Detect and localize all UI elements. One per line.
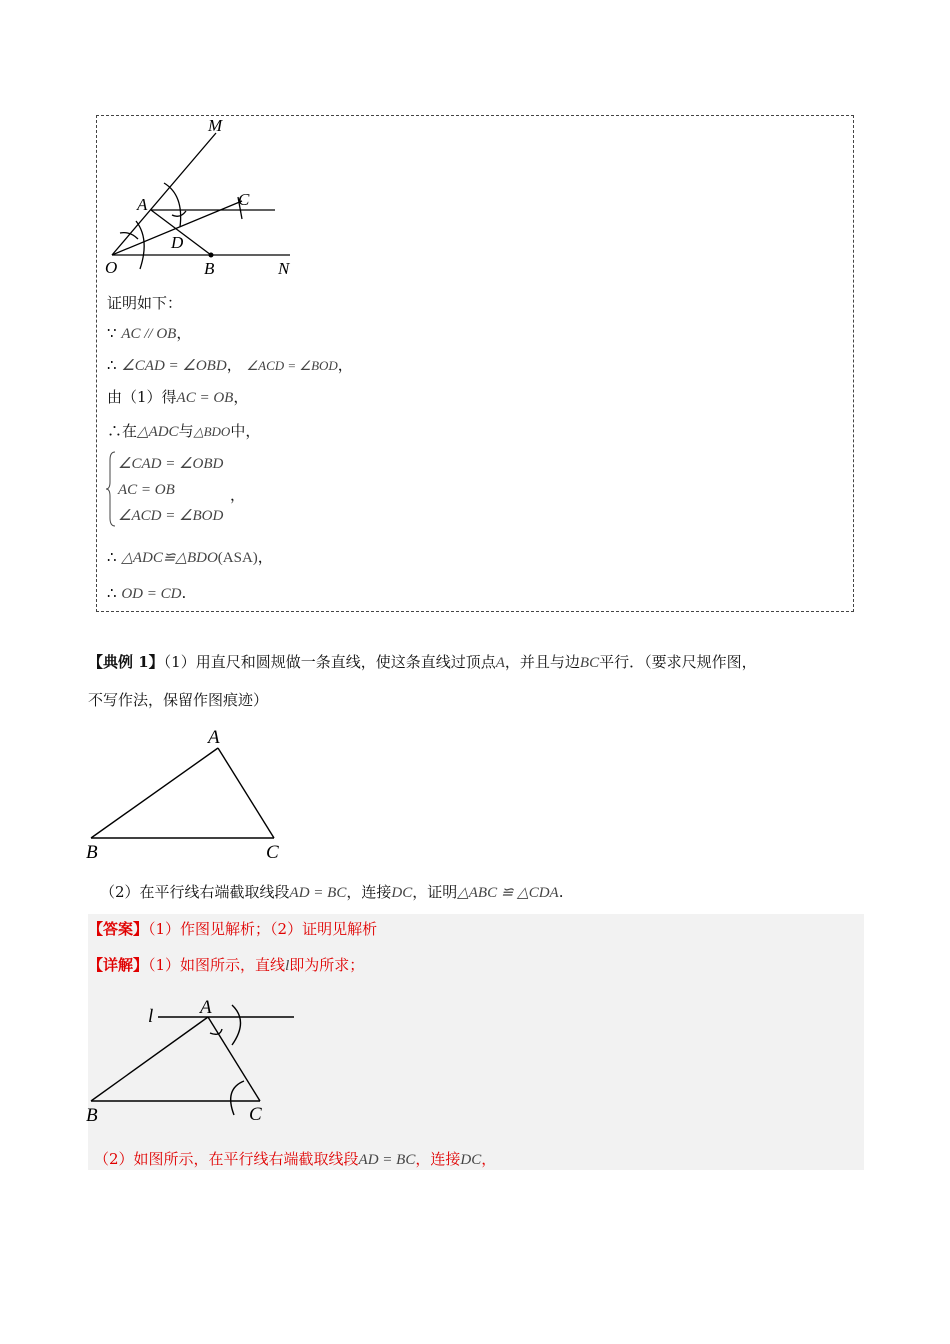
arc-A: [232, 1005, 241, 1045]
proof-line-3: 由（1）得AC = OB，: [107, 388, 249, 406]
system-line-2: AC = OB: [118, 482, 175, 498]
label-A: A: [137, 195, 148, 214]
proof-line-2: ∴ ∠CAD = ∠OBD， ∠ACD = ∠BOD，: [107, 356, 353, 374]
construction-figure: [100, 115, 320, 285]
example-para-2: （2）在平行线右端截取线段AD = BC，连接DC，证明△ABC ≌ △CDA.: [100, 883, 564, 901]
detail-line-1: 【详解】（1）如图所示，直线l即为所求；: [88, 956, 365, 974]
label-M: M: [208, 116, 223, 135]
proof-line-4: ∴在△ADC与△BDO中，: [107, 422, 261, 440]
arc-A: [164, 183, 181, 227]
label-O: O: [105, 258, 118, 277]
solution-figure: [84, 993, 314, 1128]
system-line-1: ∠CAD = ∠OBD: [118, 456, 224, 472]
point-B: [209, 253, 214, 258]
triangle-figure: [84, 725, 304, 865]
sol-label-B: B: [86, 1105, 98, 1126]
proof-line-1: ∵ AC // OB，: [107, 324, 192, 342]
tri-label-A: A: [208, 727, 220, 748]
system-line-3: ∠ACD = ∠BOD: [118, 508, 224, 524]
ray-OM: [112, 133, 216, 255]
example-para-1-line-2: 不写作法，保留作图痕迹）: [88, 691, 269, 709]
system-end: ，: [230, 486, 246, 504]
detail-line-2: （2）如图所示，在平行线右端截取线段AD = BC，连接DC，: [94, 1150, 497, 1168]
label-C: C: [238, 190, 250, 209]
label-l: l: [148, 1006, 154, 1027]
side-AB: [91, 1017, 208, 1101]
side-AB: [91, 748, 218, 838]
proof-line-5: ∴ △ADC≌△BDO(ASA)，: [107, 548, 273, 566]
label-B: B: [204, 259, 215, 278]
label-D: D: [171, 233, 184, 252]
answer-line: 【答案】（1）作图见解析；（2）证明见解析: [88, 920, 378, 938]
system-brace: [104, 450, 118, 528]
sol-label-A: A: [200, 997, 212, 1018]
arc-mark-2: [172, 211, 186, 216]
example-para-1: 【典例 1】（1）用直尺和圆规做一条直线，使这条直线过顶点A，并且与边BC平行．（要求尺规作图，: [88, 653, 757, 671]
tri-label-C: C: [266, 842, 279, 863]
proof-line-6: ∴ OD = CD.: [107, 584, 187, 602]
tri-label-B: B: [86, 842, 98, 863]
side-AC: [218, 748, 274, 838]
proof-heading: 证明如下：: [107, 294, 183, 312]
arc-C: [231, 1081, 244, 1115]
label-N: N: [278, 259, 290, 278]
sol-label-C: C: [249, 1104, 262, 1125]
